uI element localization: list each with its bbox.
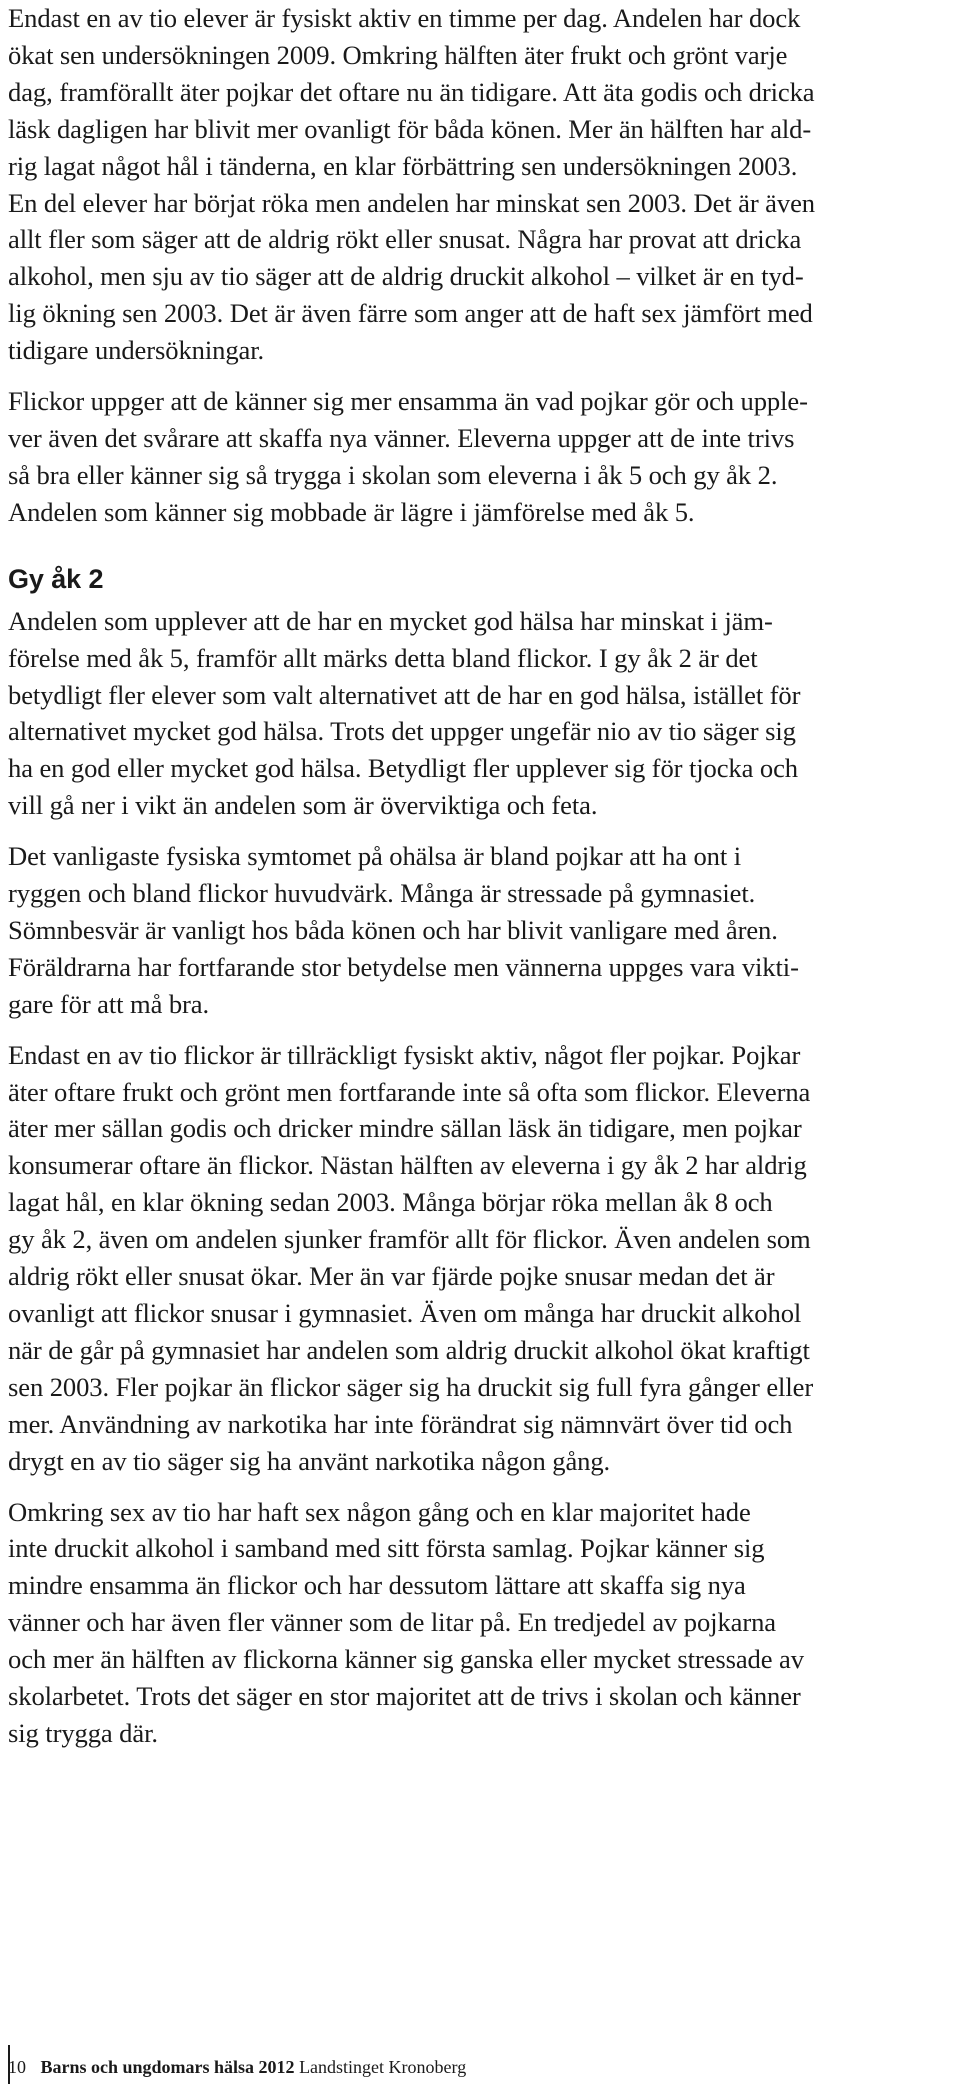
text-line: aldrig rökt eller snusat ökar. Mer än var fjärde pojke snusar medan det är	[8, 1261, 775, 1292]
paragraph	[8, 383, 948, 531]
text-line: inte druckit alkohol i samband med sitt första samlag. Pojkar känner sig	[8, 1533, 765, 1564]
paragraph-gap	[8, 824, 948, 838]
text-line: Föräldrarna har fortfarande stor betydelse men vännerna uppges vara vikti-	[8, 951, 799, 982]
section-heading: Gy åk 2	[8, 563, 104, 594]
text-line: Endast en av tio elever är fysiskt aktiv en timme per dag. Andelen har dock	[8, 3, 801, 33]
text-line: Andelen som upplever att de har en mycket god hälsa har minskat i jäm-	[8, 605, 773, 636]
page-footer	[8, 2056, 948, 2078]
publisher-name: Landstinget Kronoberg	[299, 2057, 467, 2077]
publication-title: Barns och ungdomars hälsa 2012	[40, 2057, 295, 2077]
body-text	[8, 0, 948, 1752]
text-line: vänner och har även fler vänner som de litar på. En tredjedel av pojkarna	[8, 1607, 777, 1638]
text-line: ver även det svårare att skaffa nya vänner. Eleverna uppger att de inte trivs	[8, 422, 795, 453]
text-line: Endast en av tio flickor är tillräckligt fysiskt aktiv, något fler pojkar. Pojkar	[8, 1039, 801, 1070]
text-line: drygt en av tio säger sig ha använt narkotika någon gång.	[8, 1445, 611, 1476]
text-line: ha en god eller mycket god hälsa. Betydligt fler upplever sig för tjocka och	[8, 753, 798, 784]
text-line: ryggen och bland flickor huvudvärk. Många är stressade på gymnasiet.	[8, 878, 756, 909]
text-line: äter mer sällan godis och dricker mindre sällan läsk än tidigare, men pojkar	[8, 1113, 802, 1144]
page-number: 10	[8, 2057, 26, 2077]
text-line: Andelen som känner sig mobbade är lägre i jämförelse med åk 5.	[8, 496, 695, 527]
top-paragraphs	[8, 0, 948, 531]
text-line: rig lagat något hål i tänderna, en klar förbättring sen undersökningen 2003.	[8, 150, 798, 181]
text-line: konsumerar oftare än flickor. Nästan hälften av eleverna i gy åk 2 har aldrig	[8, 1150, 807, 1181]
text-line: dag, framförallt äter pojkar det oftare nu än tidigare. Att äta godis och dricka	[8, 76, 815, 107]
text-line: så bra eller känner sig så trygga i skolan som eleverna i åk 5 och gy åk 2.	[8, 459, 778, 490]
text-line: och mer än hälften av flickorna känner sig ganska eller mycket stressade av	[8, 1644, 804, 1675]
text-line: tidigare undersökningar.	[8, 335, 265, 366]
text-line: alternativet mycket god hälsa. Trots det uppger ungefär nio av tio säger sig	[8, 716, 796, 747]
text-line: gy åk 2, även om andelen sjunker framför allt för flickor. Även andelen som	[8, 1224, 811, 1255]
text-line: sen 2003. Fler pojkar än flickor säger sig ha druckit sig full fyra gånger eller	[8, 1371, 814, 1402]
text-line: Flickor uppger att de känner sig mer ensamma än vad pojkar gör och upple-	[8, 386, 808, 417]
paragraph	[8, 1494, 948, 1752]
text-line: betydligt fler elever som valt alternativet att de har en god hälsa, istället för	[8, 679, 801, 710]
paragraph	[8, 1037, 948, 1480]
text-line: lagat hål, en klar ökning sedan 2003. Många börjar röka mellan åk 8 och	[8, 1187, 773, 1218]
text-line: skolarbetet. Trots det säger en stor majoritet att de trivs i skolan och känner	[8, 1681, 801, 1712]
text-line: alkohol, men sju av tio säger att de aldrig druckit alkohol – vilket är en tyd-	[8, 261, 804, 292]
paragraph-gap	[8, 1480, 948, 1494]
paragraph-gap	[8, 1023, 948, 1037]
bottom-paragraphs	[8, 603, 948, 1752]
text-line: ovanligt att flickor snusar i gymnasiet. Även om många har druckit alkohol	[8, 1298, 802, 1328]
text-line: vill gå ner i vikt än andelen som är överviktiga och feta.	[8, 790, 598, 821]
paragraph	[8, 603, 948, 824]
paragraph	[8, 838, 948, 1023]
paragraph-gap	[8, 369, 948, 383]
text-line: Det vanligaste fysiska symtomet på ohälsa är bland pojkar att ha ont i	[8, 841, 742, 872]
text-line: sig trygga där.	[8, 1717, 158, 1748]
text-line: Omkring sex av tio har haft sex någon gång och en klar majoritet hade	[8, 1496, 751, 1527]
text-line: ökat sen undersökningen 2009. Omkring hälften äter frukt och grönt varje	[8, 39, 788, 70]
text-line: läsk dagligen har blivit mer ovanligt för båda könen. Mer än hälften har ald-	[8, 113, 812, 144]
text-line: när de går på gymnasiet har andelen som aldrig druckit alkohol ökat kraftigt	[8, 1334, 810, 1365]
text-line: förelse med åk 5, framför allt märks detta bland flickor. I gy åk 2 är det	[8, 642, 758, 673]
paragraph	[8, 0, 948, 369]
text-line: mer. Användning av narkotika har inte förändrat sig nämnvärt över tid och	[8, 1408, 793, 1439]
text-line: mindre ensamma än flickor och har dessutom lättare att skaffa sig nya	[8, 1570, 746, 1601]
text-line: lig ökning sen 2003. Det är även färre som anger att de haft sex jämfört med	[8, 298, 813, 329]
text-line: Sömnbesvär är vanligt hos båda könen och har blivit vanligare med åren.	[8, 914, 778, 945]
text-line: En del elever har börjat röka men andelen har minskat sen 2003. Det är även	[8, 187, 815, 218]
text-line: äter oftare frukt och grönt men fortfarande inte så ofta som flickor. Eleverna	[8, 1076, 811, 1107]
text-line: allt fler som säger att de aldrig rökt eller snusat. Några har provat att dricka	[8, 224, 802, 255]
text-line: gare för att må bra.	[8, 988, 210, 1019]
